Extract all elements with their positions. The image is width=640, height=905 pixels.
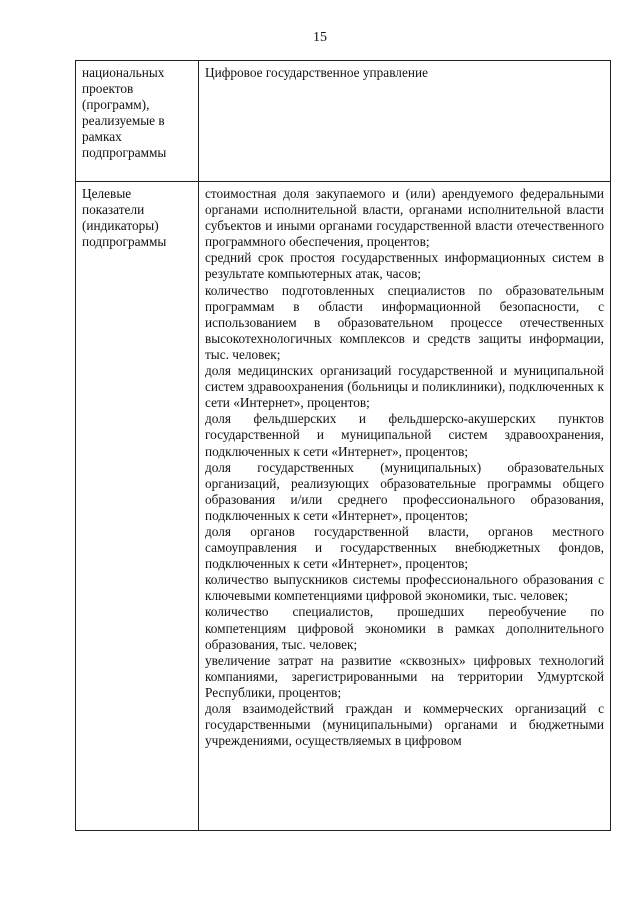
indicator-item: доля органов государственной власти, органов местного самоуправления и государственных внебюджетных фондов, подключенных к сети «Интернет», процентов; (205, 523, 604, 572)
row-label-cell (76, 182, 199, 831)
indicator-item: доля взаимодействий граждан и коммерческих организаций с государственными (муниципальными) органами и бюджетными учреждениями, осуществляемых в цифровом (205, 701, 604, 749)
indicator-item: средний срок простоя государственных информационных систем в результате компьютерных атак, часов; (205, 250, 604, 282)
indicator-item: доля государственных (муниципальных) образовательных организаций, реализующих образовательные программы общего образования и/или среднего профессионального образования, подключенных к сети «Интернет», процентов; (205, 459, 604, 523)
page-number: 15 (313, 30, 327, 45)
indicator-item: доля фельдшерских и фельдшерско-акушерских пунктов государственной и муниципальной систем здравоохранения, подключенных к сети «Интернет», процентов; (205, 411, 604, 459)
content-item: Цифровое государственное управление (205, 65, 428, 80)
row-content-cell (199, 61, 611, 182)
table-row (76, 182, 611, 831)
row-label: Целевые показатели (индикаторы) подпрограммы (82, 186, 167, 250)
indicator-item: стоимостная доля закупаемого и (или) арендуемого федеральными органами исполнительной власти, органами исполнительной власти субъектов и иными органами государственной власти отечественного программного обеспечения, процентов; (205, 186, 604, 250)
row-label-cell (76, 61, 199, 182)
row-content-cell (199, 182, 611, 831)
indicator-item: количество подготовленных специалистов по образовательным программам в области информационной безопасности, с использованием в образовательном процессе отечественных высокотехнологичных комплексов и средств защиты информации, тыс. человек; (205, 282, 604, 362)
indicator-item: увеличение затрат на развитие «сквозных» цифровых технологий компаниями, зарегистрированными на территории Удмуртской Республики, процентов; (205, 652, 604, 700)
indicator-item: количество выпускников системы профессионального образования с ключевыми компетенциями цифровой экономики, тыс. человек; (205, 572, 604, 604)
row-label: национальных проектов (программ), реализуемые в рамках подпрограммы (82, 65, 167, 161)
indicator-item: количество специалистов, прошедших переобучение по компетенциям цифровой экономики в рамках дополнительного образования, тыс. человек; (205, 604, 604, 652)
subprogram-passport-table (75, 60, 611, 831)
table-row (76, 61, 611, 182)
indicator-item: доля медицинских организаций государственной и муниципальной систем здравоохранения (больницы и поликлиники), подключенных к сети «Интернет», процентов; (205, 363, 604, 411)
